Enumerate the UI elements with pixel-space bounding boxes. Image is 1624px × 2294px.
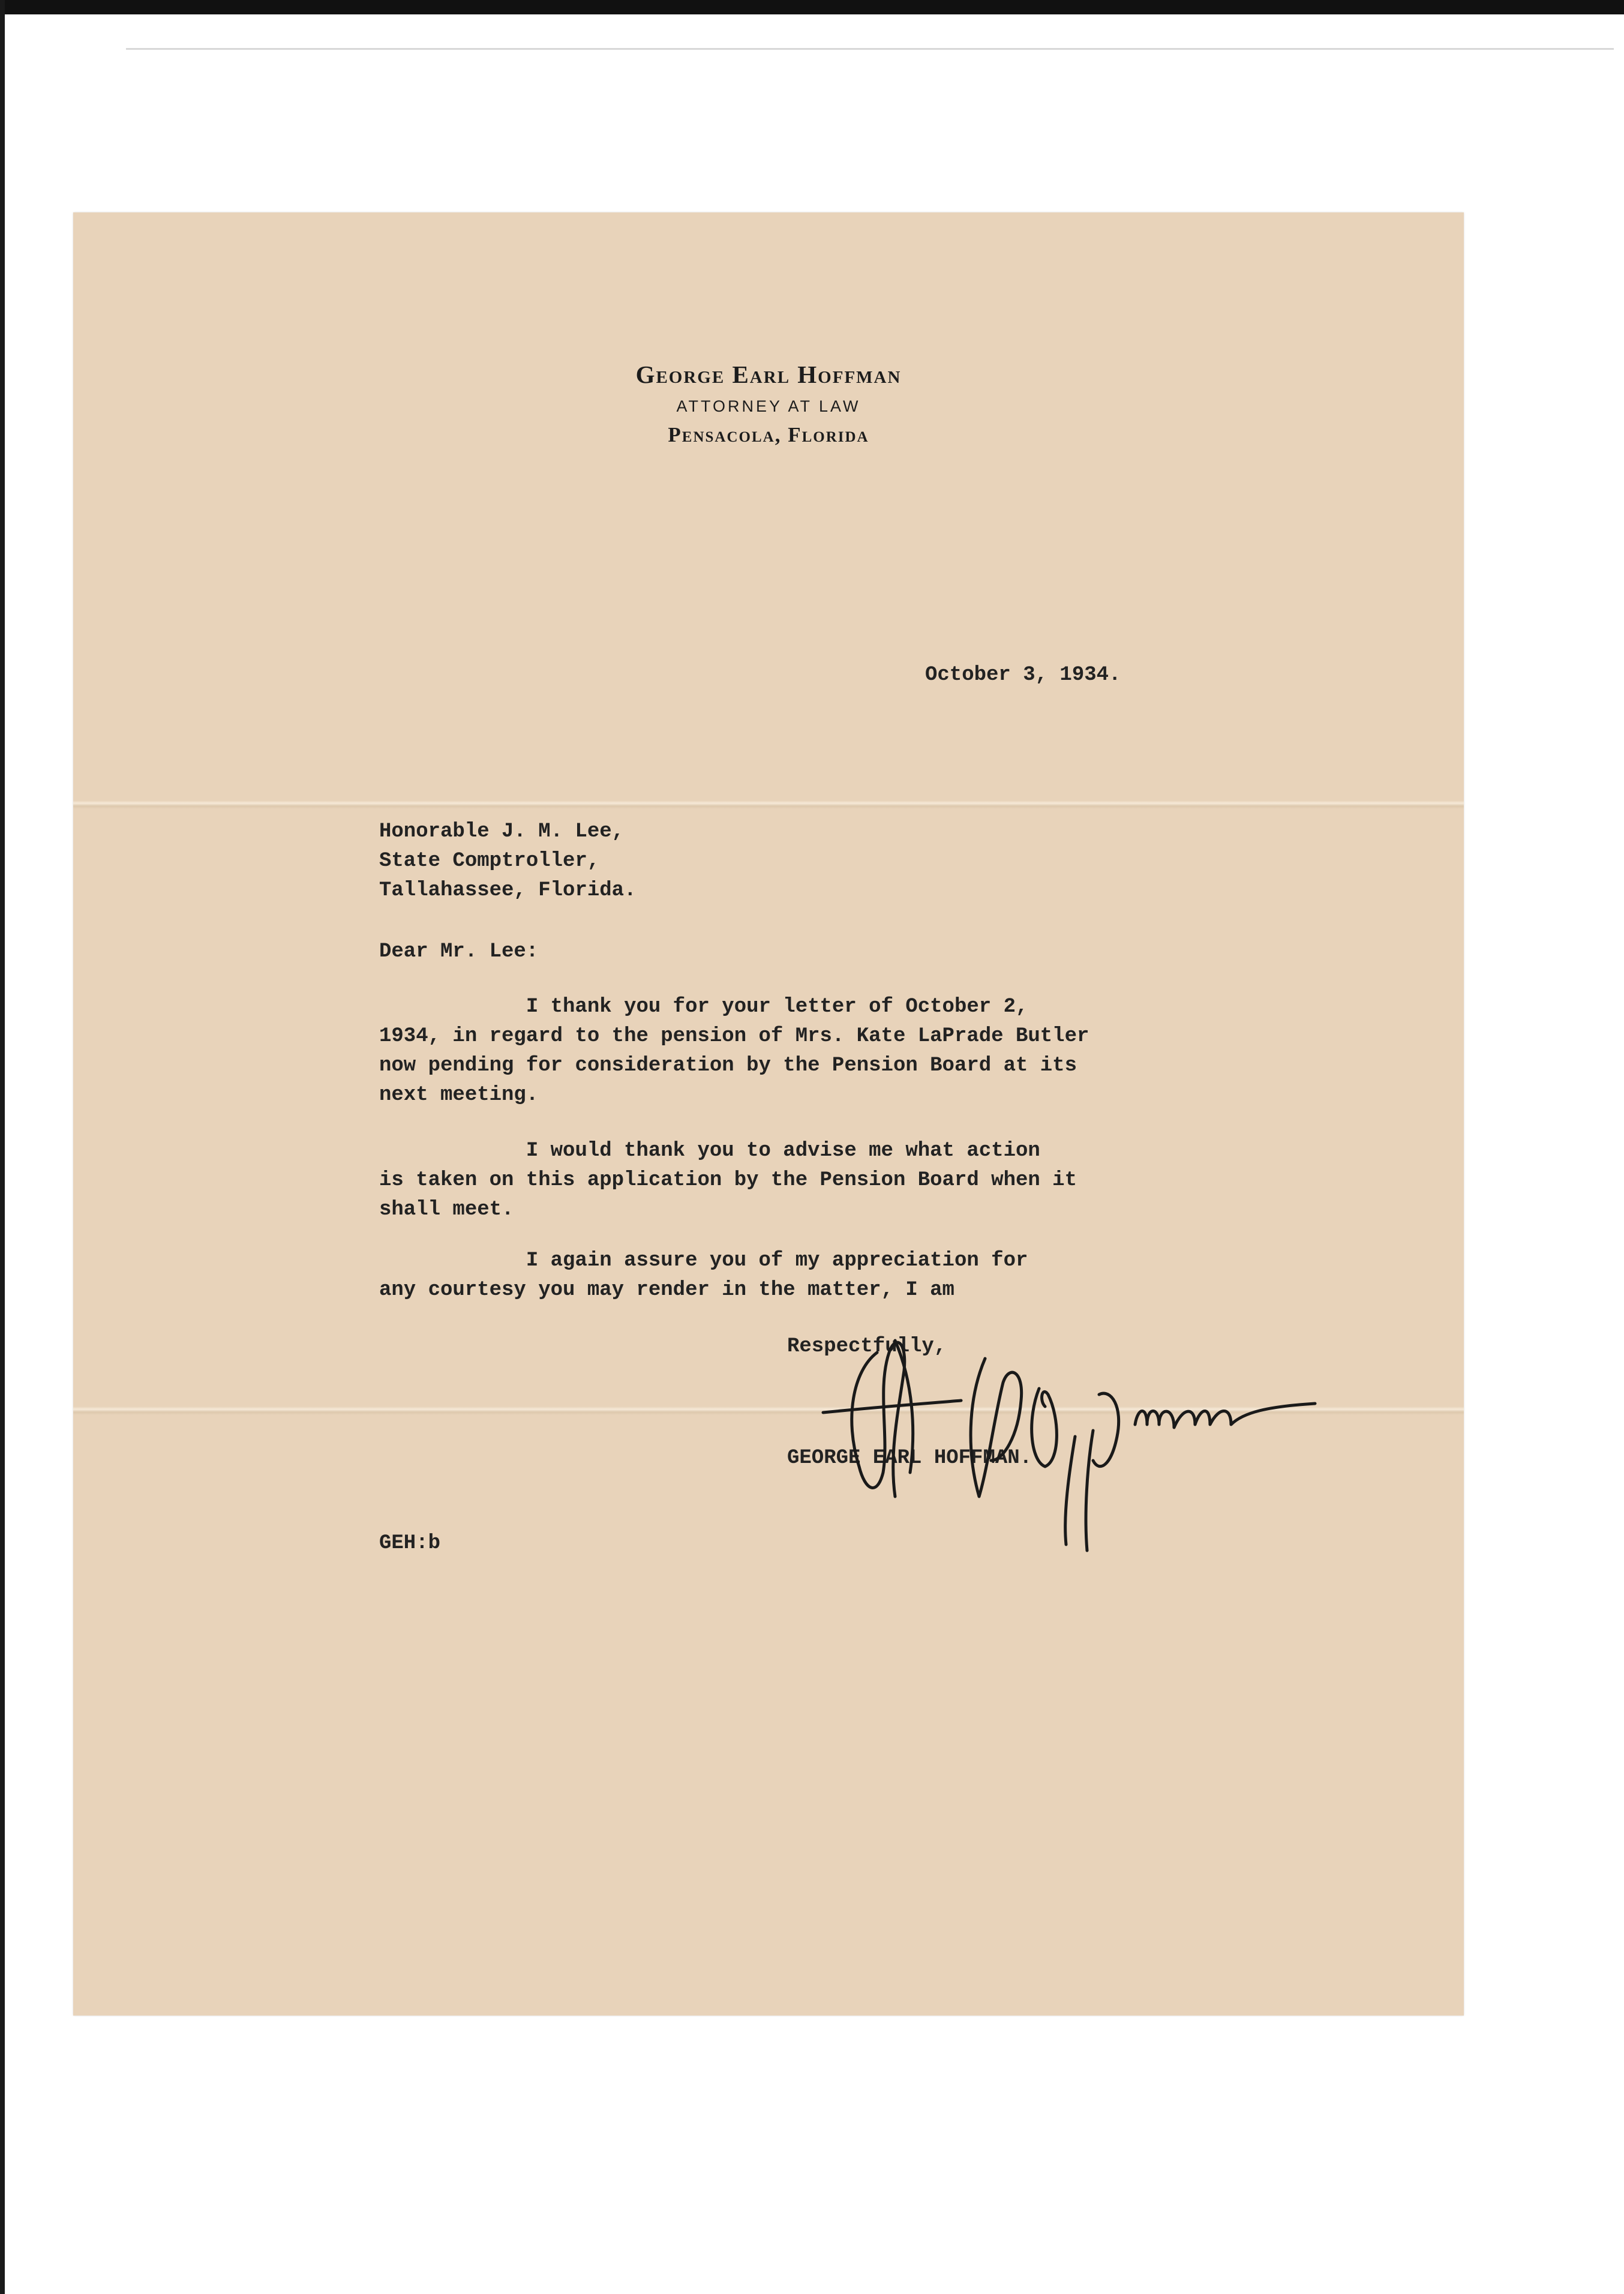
reference-initials: GEH:b	[379, 1532, 441, 1555]
scan-frame-left	[0, 0, 5, 2294]
scan-edge-line	[126, 48, 1614, 50]
letterhead-title: ATTORNEY AT LAW	[676, 397, 861, 415]
body-paragraph: I thank you for your letter of October 2, 1934, in regard to the pension of Mrs. Kate LaPrade Butler now pending for consideration by the Pension Board at its next meeting.	[379, 995, 1089, 1106]
fold-crease	[73, 800, 1464, 809]
letterhead-name: George Earl Hoffman	[635, 361, 902, 388]
recipient-line: Honorable J. M. Lee,	[379, 820, 625, 843]
recipient-address	[379, 817, 636, 905]
typed-signature: GEORGE EARL HOFFMAN.	[787, 1447, 1032, 1470]
closing: Respectfully,	[787, 1335, 947, 1358]
salutation: Dear Mr. Lee:	[379, 940, 539, 963]
recipient-line: State Comptroller,	[379, 850, 600, 872]
letterhead	[73, 360, 1464, 447]
scan-frame-top	[0, 0, 1624, 14]
body-paragraph: I would thank you to advise me what action is taken on this application by the Pension Board when it shall meet.	[379, 1139, 1077, 1221]
recipient-line: Tallahassee, Florida.	[379, 879, 637, 902]
body-paragraph: I again assure you of my appreciation for any courtesy you may render in the matter, I am	[379, 1249, 1028, 1302]
letter-page	[73, 212, 1464, 2016]
letter-date: October 3, 1934.	[925, 664, 1121, 686]
letterhead-city: Pensacola, Florida	[668, 423, 869, 446]
handwritten-signature	[787, 1317, 1375, 1557]
